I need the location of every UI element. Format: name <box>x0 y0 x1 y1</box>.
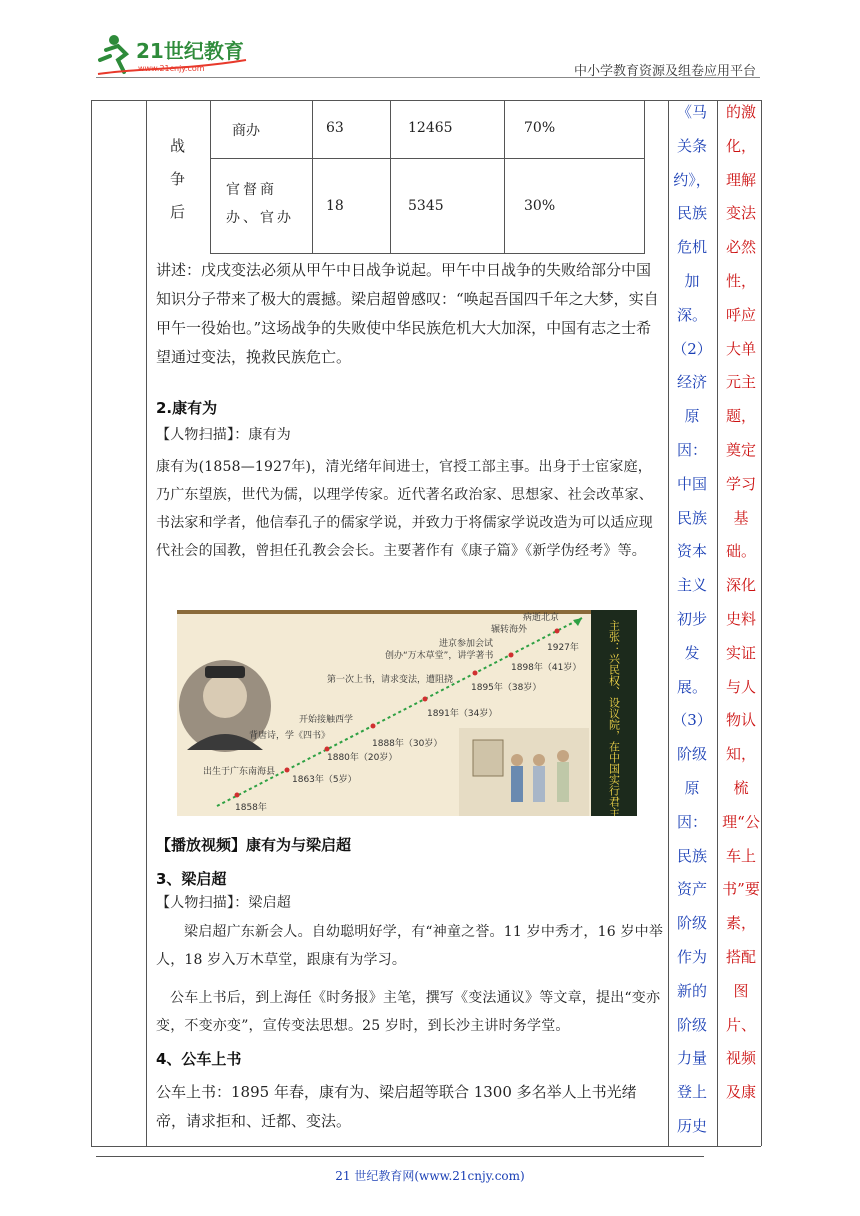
svg-text:21世纪教育: 21世纪教育 <box>136 39 244 63</box>
tl-year-4: 1888年（30岁） <box>372 739 443 749</box>
col-border-5 <box>761 100 762 1146</box>
illustration-image <box>459 728 589 816</box>
tl-year-7: 1898年（41岁） <box>511 663 582 673</box>
kang-youwei-timeline-image <box>177 610 637 816</box>
section2-text: 康有为(1858—1927年)，清光绪年间进士，官授工部主事。出身于士宦家庭，乃广东望族，世代为儒，以理学传家。近代著名政治家、思想家、社会改革家、书法家和学者，他信奉孔子的儒家学说，并致力于将儒家学说改造为可以适应现代社会的国教，曾担任孔教会会长。主要著作有《康子篇》《新学伪经考》等。 <box>156 459 653 559</box>
row1-percent: 70% <box>524 120 556 136</box>
tl-event-7: 辗转海外 <box>491 625 528 635</box>
table-bottom-border <box>91 1146 761 1147</box>
row2-capital: 5345 <box>408 198 444 214</box>
tl-event-8: 病逝北京 <box>523 613 560 623</box>
tl-year-5: 1891年（34岁） <box>427 709 498 719</box>
video-label: 【播放视频】康有为与梁启超 <box>156 836 352 854</box>
tl-event-1: 出生于广东南海县 <box>203 767 276 777</box>
section3-p1: 梁启超广东新会人。自幼聪明好学，有“神童之誉。11 岁中秀才，16 岁中举人，18 岁入万木草堂，跟康有为学习。 <box>156 924 664 968</box>
narration-text: 讲述：戊戌变法必须从甲午中日战争说起。甲午中日战争的失败给部分中国知识分子带来了极大的震撼。梁启超曾感叹：“唤起吾国四千年之大梦，实自甲午一役始也。”这场战争的失败使中华民族危机大大加深，中国有志之士希望通过变法，挽救民族危亡。 <box>156 261 659 366</box>
col-border-3 <box>668 100 669 1146</box>
tl-year-6: 1895年（38岁） <box>471 683 542 693</box>
row2-percent: 30% <box>524 198 556 214</box>
tl-event-5: 创办“万木草堂”，讲学著书 <box>385 651 494 661</box>
footer-divider <box>96 1156 704 1157</box>
tl-year-8: 1927年 <box>547 643 579 653</box>
tl-year-3: 1880年（20岁） <box>327 753 398 763</box>
col-border-1 <box>91 100 92 1146</box>
col-border-4 <box>717 100 718 1146</box>
tl-event-2: 背唐诗，学《四书》 <box>249 731 331 741</box>
section3-scan: 【人物扫描】：梁启超 <box>156 895 291 911</box>
header-divider <box>96 77 760 78</box>
footer-link[interactable]: 21 世纪教育网(www.21cnjy.com) <box>335 1169 525 1183</box>
svg-text:www.21cnjy.com: www.21cnjy.com <box>138 64 205 73</box>
tl-event-4: 第一次上书，请求变法，遭阻挠 <box>327 675 454 685</box>
tl-event-6: 进京参加会试 <box>439 639 494 649</box>
platform-name: 中小学教育资源及组卷应用平台 <box>573 64 756 79</box>
claim-banner-text: 主张：兴民权、设议院，在中国实行君主立宪，发展资本主义。 <box>607 620 621 816</box>
tl-event-3: 开始接触西学 <box>299 715 354 725</box>
section3-title: 3、梁启超 <box>156 870 227 888</box>
objective-column: 《马关条约》，民族危机加深。（2）经济原因：中国民族资本主义初步发展。（3）阶级原因：民族资产阶级作为新的阶级力量登上历史 <box>672 103 712 1135</box>
section3-p2: 公车上书后，到上海任《时务报》主笔，撰写《变法通议》等文章，提出“变亦变，不变亦变”，宣传变法思想。25 岁时，到长沙主讲时务学堂。 <box>156 990 661 1034</box>
section2-scan: 【人物扫描】：康有为 <box>156 427 291 443</box>
site-logo <box>96 30 266 80</box>
section4-text: 公车上书：1895 年春，康有为、梁启超等联合 1300 多名举人上书光绪帝，请求拒和、迁都、变法。 <box>156 1083 637 1130</box>
intent-column: 的激化，理解变法必然性，呼应大单元主题，奠定学习基础。深化史料实证与人物认知，梳理“公车上书”要素，搭配图片、视频及康 <box>722 103 760 1102</box>
row2-type: 官督商办、官办 <box>226 182 294 226</box>
tl-year-1: 1858年 <box>235 803 267 813</box>
col-border-2 <box>146 100 147 1146</box>
inner-table <box>146 100 646 254</box>
row1-type: 商办 <box>232 123 260 139</box>
row2-count: 18 <box>326 198 344 214</box>
row1-capital: 12465 <box>408 120 453 136</box>
section4-title: 4、公车上书 <box>156 1050 242 1068</box>
row1-count: 63 <box>326 120 344 136</box>
tl-year-2: 1863年（5岁） <box>292 775 357 785</box>
period-label: 战争后 <box>170 137 186 221</box>
section2-title: 2.康有为 <box>156 399 218 417</box>
